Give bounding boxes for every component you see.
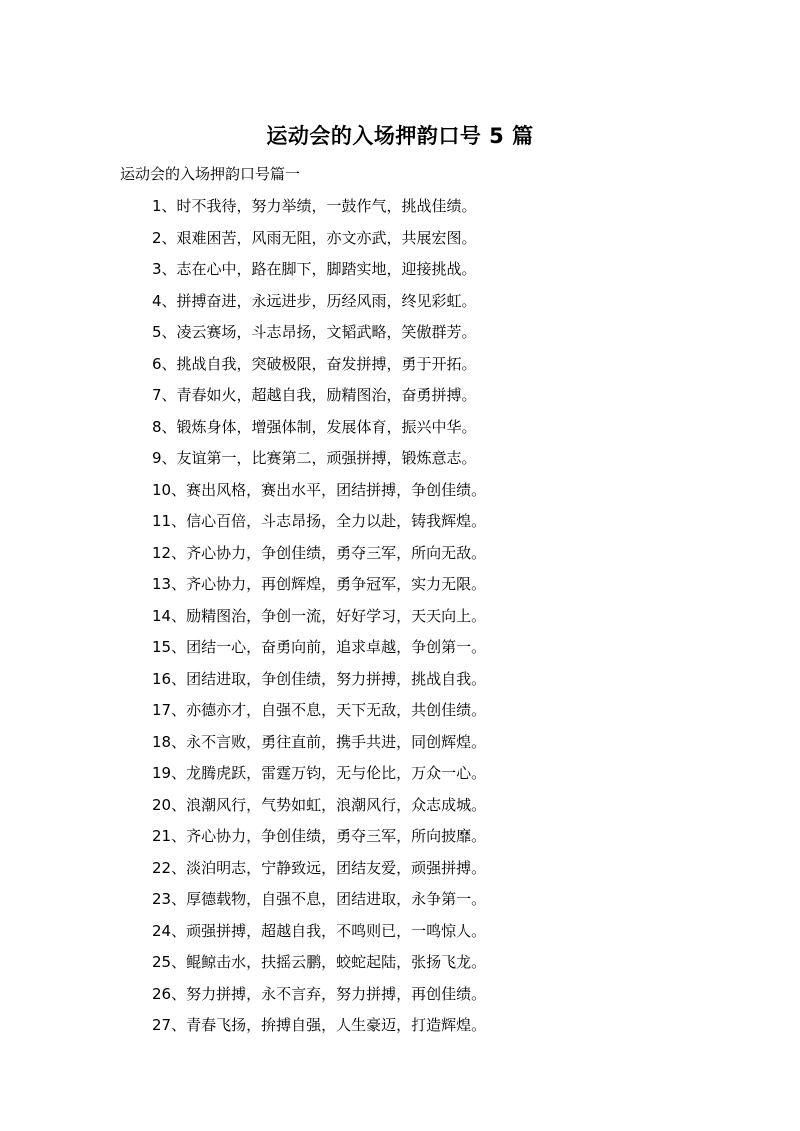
list-item: 20、浪潮风行，气势如虹，浪潮风行，众志成城。	[152, 795, 487, 814]
list-item: 15、团结一心，奋勇向前，追求卓越，争创第一。	[152, 638, 487, 656]
list-item: 7、青春如火，超越自我，励精图治，奋勇拼搏。	[152, 386, 477, 404]
list-item: 8、锻炼身体，增强体制，发展体育，振兴中华。	[152, 417, 477, 436]
list-item: 18、永不言败，勇往直前，携手共进，同创辉煌。	[152, 732, 487, 751]
slogan-list	[152, 195, 486, 1046]
list-item: 16、团结进取，争创佳绩，努力拼搏，挑战自我。	[152, 669, 487, 688]
list-item: 14、励精图治，争创一流，好好学习，天天向上。	[152, 606, 487, 625]
list-item: 22、淡泊明志，宁静致远，团结友爱，顽强拼搏。	[152, 858, 487, 877]
list-item: 25、鲲鲸击水，扶摇云鹏，蛟蛇起陆，张扬飞龙。	[152, 953, 487, 971]
list-item: 24、顽强拼搏，超越自我，不鸣则已，一鸣惊人。	[152, 921, 487, 940]
list-item: 12、齐心协力，争创佳绩，勇夺三军，所向无敌。	[152, 543, 487, 562]
list-item: 9、友谊第一，比赛第二，顽强拼搏，锻炼意志。	[152, 449, 477, 467]
list-item: 3、志在心中，路在脚下，脚踏实地，迎接挑战。	[152, 260, 477, 278]
list-item: 19、龙腾虎跃，雷霆万钧，无与伦比，万众一心。	[152, 764, 487, 782]
list-item: 26、努力拼搏，永不言弃，努力拼搏，再创佳绩。	[152, 984, 487, 1003]
list-item: 17、亦德亦才，自强不息，天下无敌，共创佳绩。	[152, 701, 487, 719]
list-item: 6、挑战自我，突破极限，奋发拼搏，勇于开拓。	[152, 354, 477, 373]
list-item: 23、厚德载物，自强不息，团结进取，永争第一。	[152, 890, 487, 908]
document-title: 运动会的入场押韵口号 5 篇	[266, 124, 534, 148]
list-item: 4、拼搏奋进，永远进步，历经风雨，终见彩虹。	[152, 291, 477, 310]
list-item: 21、齐心协力，争创佳绩，勇夺三军，所向披靡。	[152, 827, 487, 845]
list-item: 2、艰难困苦，风雨无阻，亦文亦武，共展宏图。	[152, 228, 477, 247]
list-item: 13、齐心协力，再创辉煌，勇争冠军，实力无限。	[152, 575, 487, 593]
section-heading: 运动会的入场押韵口号篇一	[120, 165, 301, 183]
list-item: 11、信心百倍，斗志昂扬，全力以赴，铸我辉煌。	[152, 512, 487, 530]
list-item: 10、赛出风格，赛出水平，团结拼搏，争创佳绩。	[152, 480, 487, 499]
list-item: 5、凌云赛场，斗志昂扬，文韬武略，笑傲群芳。	[152, 323, 477, 341]
list-item: 1、时不我待，努力举绩，一鼓作气，挑战佳绩。	[152, 197, 477, 215]
list-item: 27、青春飞扬，拚搏自强，人生豪迈，打造辉煌。	[152, 1016, 487, 1034]
